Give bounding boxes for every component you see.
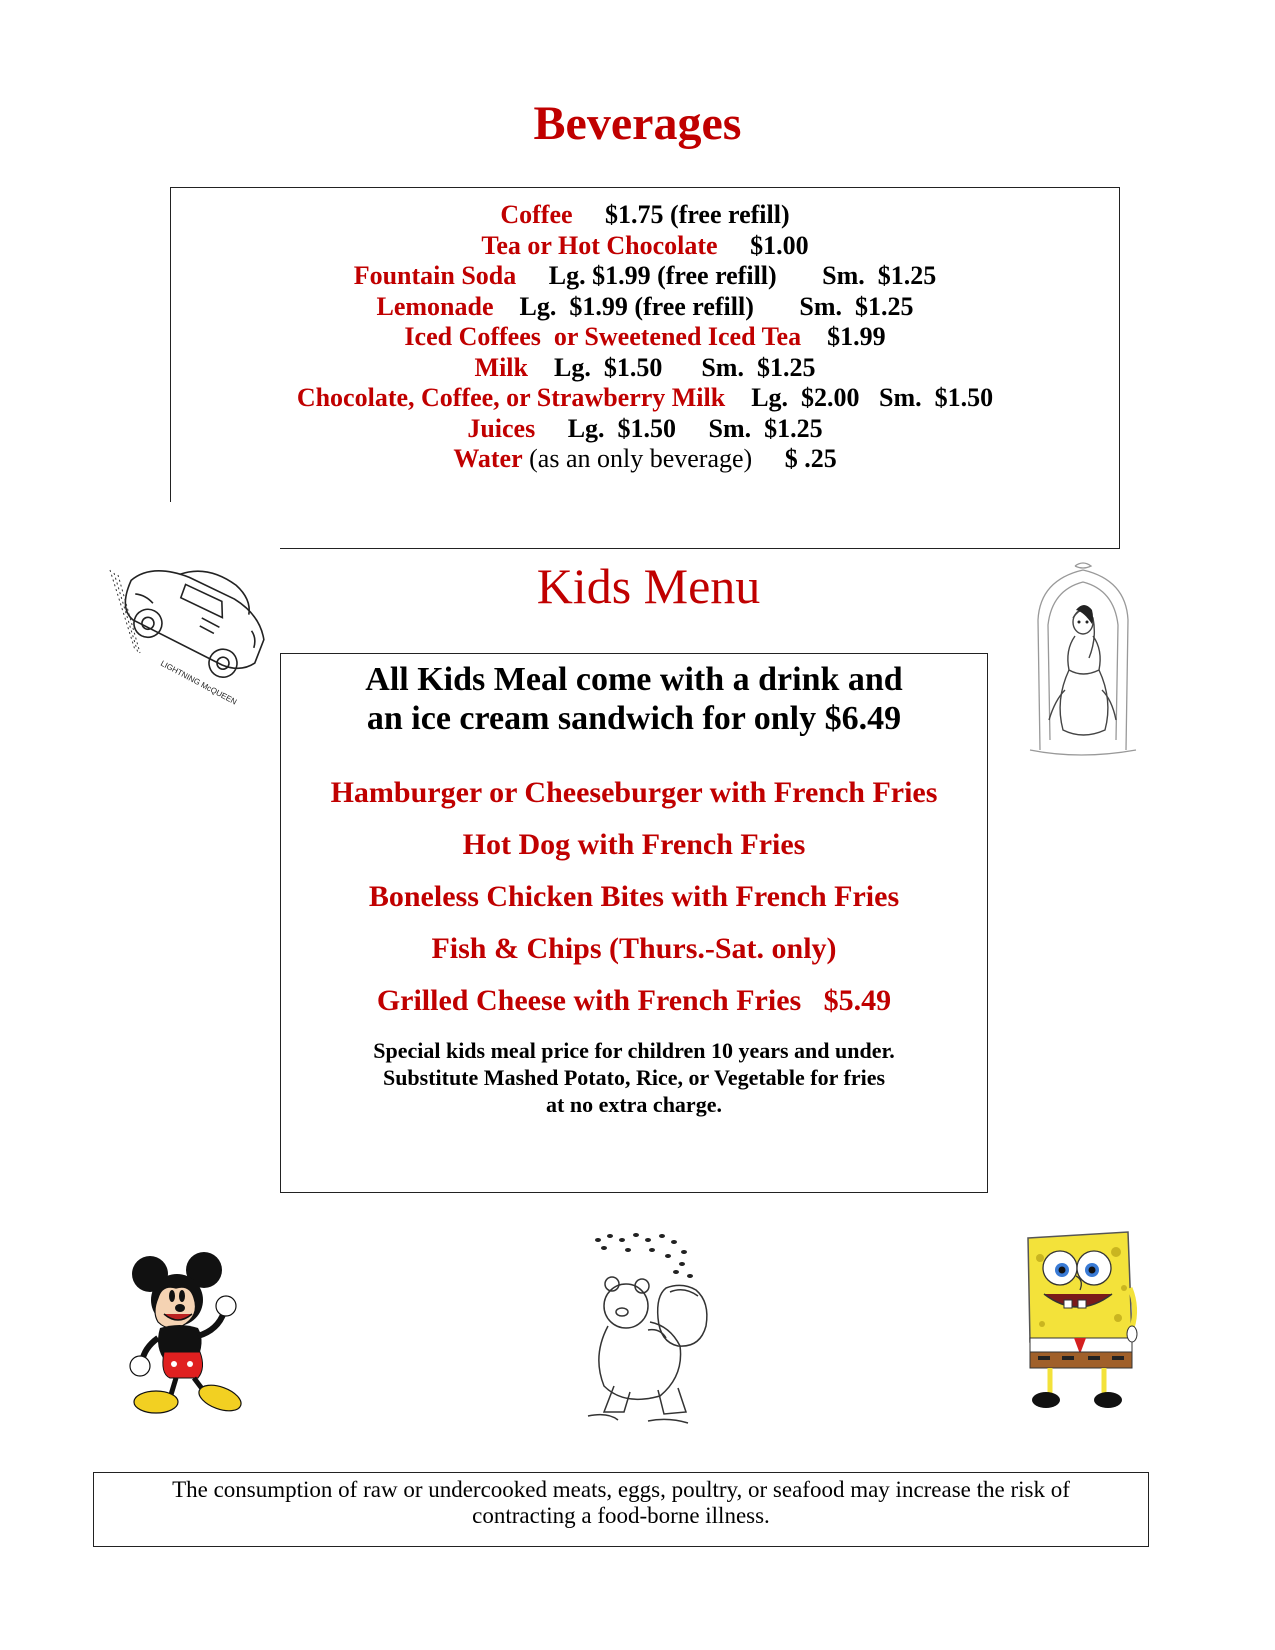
beverage-line [170,292,1120,323]
kids-note-line: at no extra charge. [546,1092,722,1117]
beverage-name: Lemonade [376,291,494,321]
kids-menu-item: Hot Dog with French Fries [462,828,806,861]
kids-menu-item: Boneless Chicken Bites with French Fries [368,880,900,913]
beverage-name: Water [453,444,523,473]
beverage-line [170,383,1120,414]
beverage-line [170,353,1120,384]
beverage-price: Lg. $1.99 (free refill) Sm. $1.25 [493,291,914,321]
kids-note-line: Substitute Mashed Potato, Rice, or Vegetable for fries [382,1065,886,1090]
beverage-line [170,444,1120,475]
kids-note-line: Special kids meal price for children 10 years and under. [373,1038,895,1063]
beverage-price: Lg. $1.50 Sm. $1.25 [527,352,816,382]
kids-menu-note [280,1037,988,1118]
car-caption: LIGHTNING McQUEEN [159,658,239,707]
beverage-name: Juices [467,413,536,443]
mickey-mouse-illustration [122,1252,252,1422]
kids-intro-line: an ice cream sandwich for only $6.49 [366,700,902,737]
beverage-name: Milk [474,352,528,382]
beverage-name: Fountain Soda [353,261,517,290]
kids-menu-item: Grilled Cheese with French Fries $5.49 [376,984,892,1017]
beverage-price: Lg. $1.50 Sm. $1.25 [535,413,823,443]
beverage-price: $ .25 [752,444,837,473]
kids-menu-item: Hamburger or Cheeseburger with French Fries [330,776,938,809]
beverage-line [170,231,1120,262]
beverage-name: Tea or Hot Chocolate [481,230,718,260]
beverage-note: (as an only beverage) [522,444,753,473]
race-car-illustration [100,545,280,730]
kids-menu-items [280,767,988,1027]
beverages-list [170,200,1120,475]
food-safety-disclaimer [93,1472,1149,1547]
kids-menu-intro [280,660,988,738]
beverages-title: Beverages [533,97,742,150]
beverage-line [170,414,1120,445]
beverage-price: Lg. $2.00 Sm. $1.50 [725,383,994,412]
beverage-price: $1.99 [801,322,886,351]
kids-menu-item: Fish & Chips (Thurs.-Sat. only) [431,932,837,965]
kids-intro-line: All Kids Meal come with a drink and [365,661,903,698]
beverage-name: Iced Coffees or Sweetened Iced Tea [404,322,802,351]
beverage-line [170,261,1120,292]
beverage-line [170,200,1120,231]
winnie-the-pooh-illustration [578,1226,748,1436]
disclaimer-line: contracting a food-borne illness. [472,1503,770,1528]
disclaimer-line: The consumption of raw or undercooked meats, eggs, poultry, or seafood may increase the risk of [172,1477,1070,1502]
beverage-name: Coffee [500,200,573,229]
beverage-price: $1.75 (free refill) [572,200,790,229]
kids-menu-title-text: Kids Menu [536,558,761,614]
beverage-price: Lg. $1.99 (free refill) Sm. $1.25 [516,261,937,290]
beverage-line [170,322,1120,353]
beverage-name: Chocolate, Coffee, or Strawberry Milk [296,383,726,412]
spongebob-illustration [1020,1228,1145,1413]
princess-illustration [1020,560,1146,760]
beverage-price: $1.00 [717,230,809,260]
